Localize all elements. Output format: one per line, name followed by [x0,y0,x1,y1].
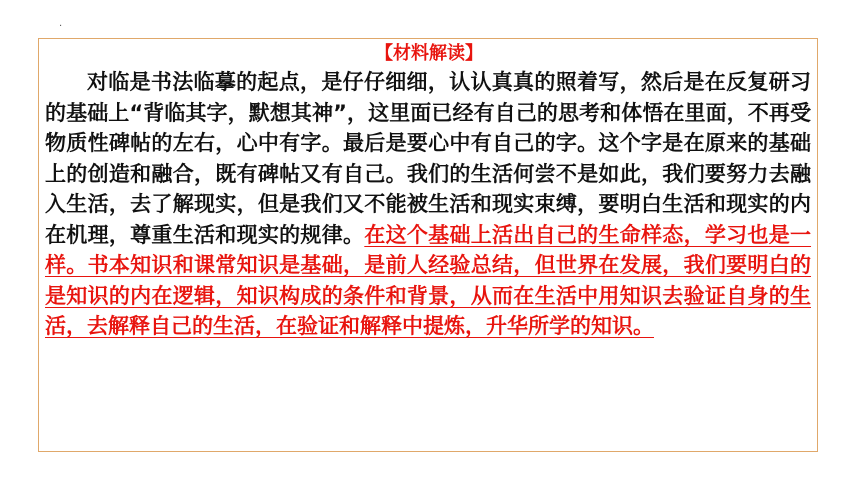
section-heading: 【材料解读】 [375,43,483,64]
material-frame [38,38,818,452]
reading-paragraph [45,67,811,342]
highlighted-text: 在这个基础上活出自己的生命样态，学习也是一样。书本知识和课常知识是基础，是前人经验总结，但世界在发展，我们要明白的是知识的内在逻辑，知识构成的条件和背景，从而在生活中用知识去验证自身的生活，去解释自己的生活，在验证和解释中提炼，升华所学的知识。 [45,222,812,338]
body-text: 对临是书法临摹的起点，是仔仔细细，认认真真的照着写，然后是在反复研习的基础上“背临其字，默想其神”，这里面已经有自己的思考和体悟在里面，不再受物质性碑帖的左右，心中有字。最后是要心中有自己的字。这个字是在原来的基础上的创造和融合，既有碑帖又有自己。我们的生活何尝不是如此，我们要努力去融入生活，去了解现实，但是我们又不能被生活和现实束缚，要明白生活和现实的内在机理，尊重生活和现实的规律。 [45,70,811,247]
corner-dot-mark: . [59,18,63,29]
